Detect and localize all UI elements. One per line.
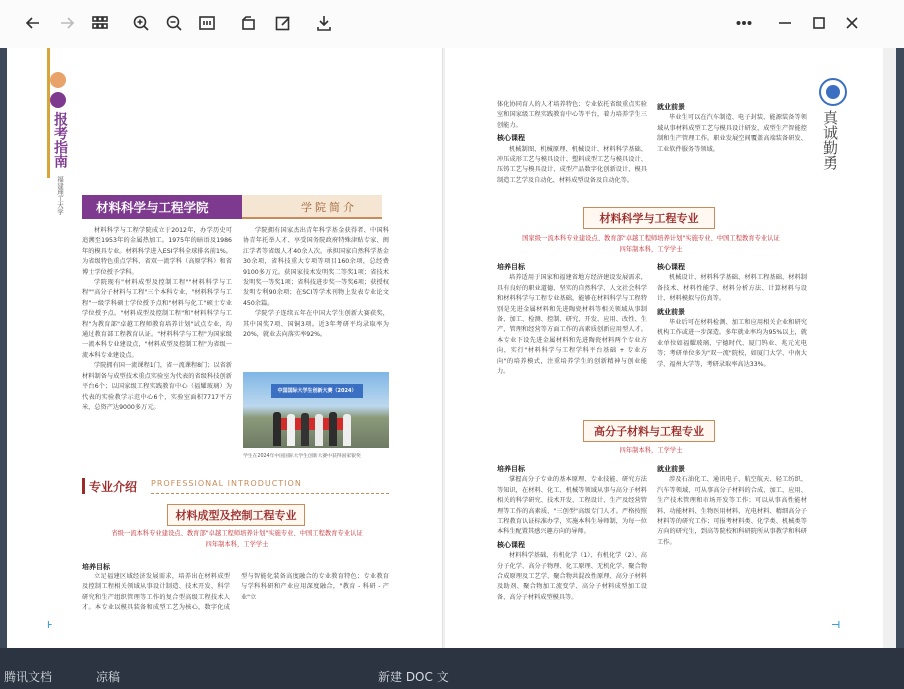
major2-sub: 国家级一流本科专业建设点、教育部"卓越工程师培养计划"实施专业、中国工程教育专业认证 [522,235,780,242]
university-logo-icon [819,78,847,106]
taskbar-item[interactable]: 新建 DOC 文 [378,670,449,684]
major2-goal-col [497,260,647,377]
major3-right-col [657,462,807,548]
zoom-out-icon[interactable] [161,10,187,36]
major2-title: 材料科学与工程专业 [583,207,715,229]
photo-caption: 学生在2024年中国国际大学生创新大赛中获得国家银奖 [243,454,361,459]
left-page [7,48,445,648]
intro-paragraph: 材料科学与工程学院成立于2012年，办学历史可追溯至1953年的金属热加工。1975年的暗语及1986年的模具专业。材料科学进入ESI学科全球排名前1%。为省级特色重点学科、省双一流学科（高原学科）和省博士学位授予学科。 [82,227,232,276]
taskbar-item[interactable]: 凉稿 [96,670,121,684]
core-label: 核心课程 [497,134,525,143]
intro-paragraph: 学院拥有国一流课程1门，省一流课程8门；以省新材料制备与成型技术重点实验室为代表的省级科技创新平台6个；以国家级工程实践教育中心（福耀玻璃）为代表的实验教学示范中心6个，实验室面积7717平方米，总资产达9000多万元。 [82,362,232,411]
sidebar-dot [50,92,66,108]
major3-title: 高分子材料与工程专业 [583,420,715,442]
major2-goal-text: 培养适用于国家和福建省地方经济建设发展需求，具有良好的职业道德、坚实的自然科学、人文社会科学和材料科学与工程专业基础，能够在材料科学与工程特别是先进金属材料和先进陶瓷材料等相关领域从事制备、加工、检测、控制、研究、开发、应用、改性、生产、管理和经营等方面工作的高素质创新应用型人才。本专业下设先进金属材料和先进陶瓷材料两个专业方向，实行"材料科学与工程学科平台基础 + 专业方向"的培养模式，注重培养学生的创新精神与创业能力。 [497,274,647,376]
more-icon[interactable] [731,10,757,36]
intro-column-left [82,226,232,413]
major1-jobs-col [657,100,807,155]
major1-degree: 四年制本科，工学学士 [205,541,269,548]
photo-banner: 中国国际大学生创新大赛（2024） [271,384,363,398]
taskbar-item[interactable]: 腾讯文档 [4,670,53,684]
close-icon[interactable] [839,10,865,36]
sidebar-university: 福建理工大学 [56,176,64,215]
back-arrow-icon[interactable] [20,10,46,36]
major1-goal [82,572,389,614]
forward-arrow-icon[interactable] [54,10,80,36]
major-intro-en: PROFESSIONAL INTRODUCTION [151,479,389,494]
side-motto: 真诚勤勇 [821,110,839,170]
major1-title: 材料成型及控制工程专业 [167,504,305,526]
major2-jobs-text: 毕业后可在材料检测、加工和应用相关企业和研究机构工作或进一步深造。多年就业率均为95%以上，就业单位如福耀玻璃、宁德时代、厦门钨业、兆元光电等；考研单位多为"双一流"院校，如厦门大学、中南大学、福州大学等，考研录取率高达33%。 [657,319,807,368]
sidebar-title: 报考指南 [52,112,68,168]
download-icon[interactable] [311,10,337,36]
award-photo [243,372,389,448]
right-page [445,48,883,648]
rotate-icon[interactable] [236,10,262,36]
viewer-toolbar [0,0,904,48]
major3-core-text: 材料科学基础、有机化学（1）、有机化学（2）、高分子化学、高分子物理、化工原理、无机化学、聚合物合成原理及工艺学、聚合物共混改性原理、高分子材料及助剂、聚合物加工流变学、高分子材料成型加工设备、高分子材料成型模具等。 [497,552,647,601]
major3-core-label: 核心课程 [497,540,525,549]
minimize-icon[interactable] [772,10,798,36]
intro-paragraph: 学院学子连续五年在中国大学生创新大赛获奖，其中国奖7项、国铜3项。近3年考研平均录取率为20%，就业去向落实率92%。 [243,310,389,339]
major1-goal-text: 立足福建区域经济发展需求，培养出在材料成型及控制工程相关领域从事设计制造、技术开发、科学研究和生产组织管理等工作的复合型高级工程技术人才。本专业以模具装备和成型工艺为核心，数字化成型与智能化装备高度融合的专业教育特色；专业教育与学科科研和产业应用深度融合，"教育 - 科研 - 产业"立 [82,573,389,612]
section-bar [82,478,85,494]
major1-goal-label: 培养目标 [82,563,110,571]
zoom-in-icon[interactable] [128,10,154,36]
fit-width-icon[interactable] [194,10,220,36]
major3-goal-text: 掌握高分子专业的基本原理、专业技能、研究方法等知识，在材料、化工、机械等领域从事与高分子材料相关的科学研究、技术开发、工程设计、生产及经营管理等工作的高素质、"三创型"高级专门人才。严格按照工程教育认证标准办学，实施本科生导师制，为每一位本科生配置其感兴趣方向的导师。 [497,476,647,536]
major1-sub: 省级一流本科专业建设点、教育部"卓越工程师培养计划"实施专业、中国工程教育专业认证 [111,530,363,537]
major1-cont: 体化协同育人的人才培养特色；专业依托省级重点实验室和国家级工程实践教育中心等平台，着力培养学生三创能力。 [497,101,647,129]
major2-goal-label: 培养目标 [497,263,525,271]
taskbar [0,648,904,689]
major2-core-text: 机械设计、材料科学基础、材料工程基础、材料制备技术、材料性能学、材料分析方法、计算材料与设计、材料模拟与仿真等。 [657,274,807,303]
major3-jobs-text: 涉及石油化工、通讯电子、航空航天、轻工纺织、汽车等领域，可从事高分子材料的合成、加工、应用、生产技术管理和市场开发等工作；可以从事高性能材料、功能材料、生物医用材料、光电材料、精细高分子材料等的研究工作；可报考材料类、化学类、机械类等方向的研究生，到高等院校和科研院所从事教学和科研工作。 [657,476,807,546]
major3-goal-col [497,462,647,603]
major-intro-label: 专业介绍 [89,480,138,494]
major2-right-col [657,260,807,370]
intro-paragraph: 学院现有"材料成型及控制工程""材料科学与工程""高分子材料与工程"三个本科专业，"材料科学与工程"一级学科硕士学位授予点和"材料与化工"硕士专业学位授予点。"材料成型及控制工程"和"材料科学与工程"为教育部"卓越工程师教育培养计划"试点专业，均通过教育部工程教育认证。"材料科学与工程"为国家级一流本科专业建设点，"材料成型及控制工程"为省级一流本科专业建设点。 [82,279,232,359]
page-marker-icon: ⊦ [47,620,53,631]
intro-tag: 学院简介 [301,201,357,214]
sidebar-dot [50,72,66,88]
core-text: 机械制图、机械原理、机械设计、材料科学基础、冲压成形工艺与模具设计、塑料成型工艺与模具设计、压铸工艺与模具设计、成型产品数字化创新设计、模具制造工艺学及自动化、材料成型设备及自动化等。 [497,145,647,184]
right-desktop-edge [896,48,904,689]
major1-cont-col [497,100,647,186]
major2-degree: 四年制本科，工学学士 [619,246,683,253]
college-title: 材料科学与工程学院 [82,195,242,219]
major3-jobs-label: 就业前景 [657,465,685,473]
intro-paragraph: 学院拥有国家杰出青年科学基金获得者、中国科协青年托举人才、享受国务院政府特殊津贴专家、闽江学者等省级人才40余人次。承担国家自然科学基金30余项，省科技重大专项等项目160余项，总经费9100多万元。获国家技术发明奖二等奖1项；省技术发明奖一等奖1项；省科技进步奖一等奖6项；获授权发明专利90余项；在SCI等学术刊物上发表专业论文450余篇。 [243,227,389,307]
jobs-label: 就业前景 [657,103,685,111]
major3-goal-label: 培养目标 [497,465,525,473]
grid-icon[interactable] [87,10,113,36]
jobs-text: 毕业生可以在汽车制造、电子封装、能源装备等领域从事材料成型工艺与模具设计研发、成型生产智能控制和生产管理工作。职业发展空间覆盖高端装备研发、工业软件服务等领域。 [657,114,807,153]
page-marker-icon: ⊣ [831,620,841,631]
major2-jobs-label: 就业前景 [657,307,685,316]
edit-icon[interactable] [270,10,296,36]
major3-degree: 四年制本科，工学学士 [619,447,683,454]
maximize-icon[interactable] [806,10,832,36]
major2-core-label: 核心课程 [657,263,685,271]
intro-column-right [243,226,389,340]
